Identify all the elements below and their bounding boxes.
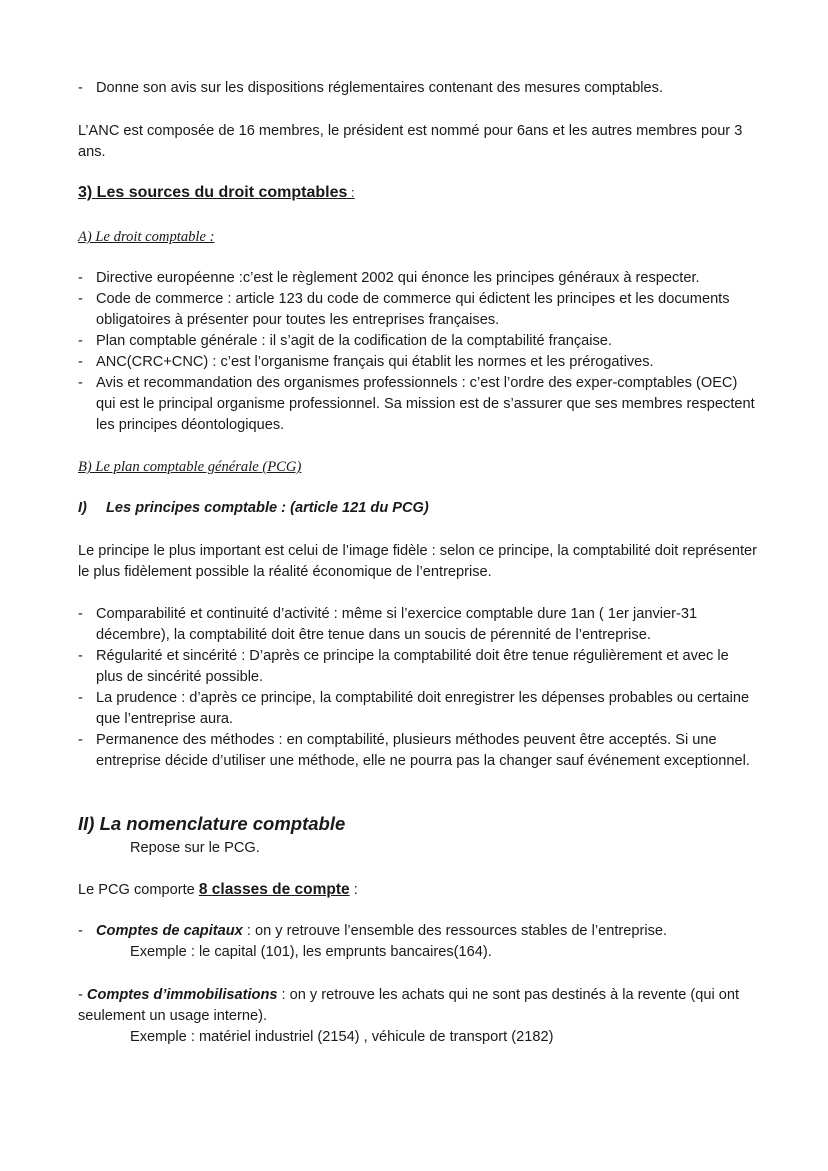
list-item: - Comptes d’immobilisations : on y retrouve les achats qui ne sont pas destinés à la revente (qui ont seulement un usage interne).	[78, 987, 740, 1024]
classes-paragraph: Le PCG comporte 8 classes de compte :	[78, 881, 358, 898]
section-ii-subtitle: Repose sur le PCG.	[130, 840, 260, 856]
list-item: - Comparabilité et continuité d’activité : même si l’exercice comptable dure 1an ( 1er janvier-31 décembre), la comptabilité doit être tenue dans un soucis de pérennité de l’entreprise.	[78, 606, 698, 643]
list-item: - La prudence : d’après ce principe, la comptabilité doit enregistrer les dépenses probables ou certaine que l’entreprise aura.	[78, 690, 750, 727]
anc-composition-paragraph: L’ANC est composée de 16 membres, le président est nommé pour 6ans et les autres membres pour 3 ans.	[78, 123, 743, 160]
subsection-b-title: B) Le plan comptable générale (PCG)	[78, 459, 302, 475]
list-item: - Avis et recommandation des organismes professionnels : c’est l’ordre des exper-comptables (OEC) qui est le principal organisme professionnel. Sa mission est de s’assurer que ses membres respectent les principes déontologiques.	[78, 375, 755, 433]
list-item: - Comptes de capitaux : on y retrouve l’ensemble des ressources stables de l’entreprise.	[78, 923, 668, 939]
example-line: Exemple : matériel industriel (2154) , véhicule de transport (2182)	[130, 1029, 554, 1045]
list-item: - Plan comptable générale : il s’agit de la codification de la comptabilité française.	[78, 333, 612, 349]
image-fidele-paragraph: Le principe le plus important est celui de l’image fidèle : selon ce principe, la comptabilité doit représenter le plus fidèlement possible la réalité économique de l’entreprise.	[78, 543, 757, 580]
list-item: - Régularité et sincérité : D’après ce principe la comptabilité doit être tenue régulièrement et avec le plus de sincérité possible.	[78, 648, 729, 685]
subsection-a-title: A) Le droit comptable :	[78, 229, 215, 245]
section-i-title: I) Les principes comptable : (article 121 du PCG)	[78, 500, 429, 516]
section-3-title: 3) Les sources du droit comptables :	[78, 184, 355, 201]
intro-bullet: - Donne son avis sur les dispositions réglementaires contenant des mesures comptables.	[78, 80, 664, 96]
list-item: - Permanence des méthodes : en comptabilité, plusieurs méthodes peuvent être acceptés. Si une entreprise décide d’utiliser une méthode, elle ne pourra pas la changer sauf événement exceptionnel.	[78, 732, 750, 769]
example-line: Exemple : le capital (101), les emprunts bancaires(164).	[130, 944, 492, 960]
list-item: - Code de commerce : article 123 du code de commerce qui édictent les principes et les documents obligatoires à présenter pour toutes les entreprises françaises.	[78, 291, 730, 328]
section-ii-title: II) La nomenclature comptable	[78, 813, 346, 834]
list-item: - ANC(CRC+CNC) : c’est l’organisme français qui établit les normes et les prérogatives.	[78, 354, 654, 370]
list-item: - Directive européenne :c’est le règlement 2002 qui énonce les principes généraux à respecter.	[78, 270, 700, 286]
